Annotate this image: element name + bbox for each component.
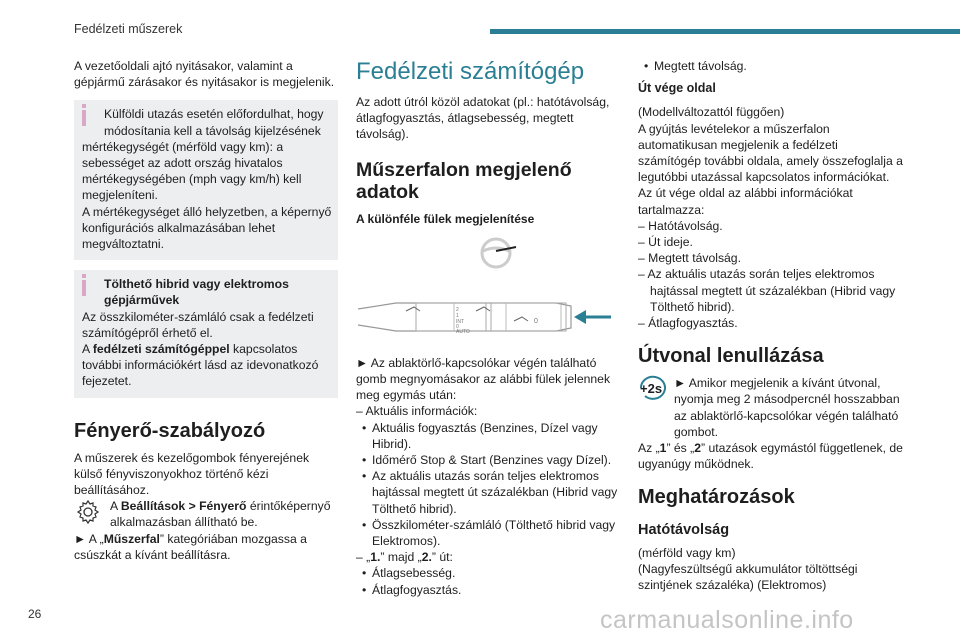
press-2s-label: +2s <box>640 381 663 397</box>
range-p1: (mérföld vagy km) <box>638 545 736 560</box>
note-hybrid-p1: Az összkilométer-számláló csak a fedélzeti számítógépről érhető el. <box>82 309 314 340</box>
list-item: – Átlagfogyasztás. <box>638 316 738 331</box>
press-2s-icon <box>638 375 668 399</box>
stalk-label: INT <box>456 318 465 325</box>
stalk-label: 1 <box>456 312 459 319</box>
text-bold-fragment: fedélzeti számítógéppel <box>92 342 230 357</box>
text-bold-fragment: Műszerfal <box>103 531 160 546</box>
page-number: 26 <box>28 607 42 621</box>
list-item: – Megtett távolság. <box>638 251 741 266</box>
list-item: • Időmérő Stop & Start (Benzines vagy Dízel). <box>356 452 621 468</box>
gear-icon <box>74 498 104 522</box>
trip-end-list <box>638 218 903 331</box>
info-icon <box>82 280 86 296</box>
brightness-instruction <box>74 531 338 563</box>
list-item: • Átlagsebesség. <box>356 565 621 581</box>
text-fragment: A <box>82 342 93 357</box>
trip-computer-intro: Az adott útról közöl adatokat (pl.: hatótávolság, átlagfogyasztás, átlagsebesség, megtett távolság). <box>356 95 610 142</box>
current-info-list <box>356 420 621 550</box>
stalk-label: 0 <box>456 323 459 330</box>
column-3 <box>638 58 903 593</box>
range-heading: Hatótávolság <box>638 522 730 539</box>
text-bold-fragment: 2. <box>421 550 432 565</box>
list-item: – Út ideje. <box>638 235 693 250</box>
brightness-heading: Fényerő-szabályozó <box>74 419 266 442</box>
current-info-dash: – Aktuális információk: <box>356 404 478 419</box>
watermark: carmanualsonline.info <box>600 606 854 634</box>
reset-heading: Útvonal lenullázása <box>638 345 824 368</box>
trip-end-p3: Az út vége oldal az alábbi információkat tartalmazza: <box>638 186 853 217</box>
text-fragment: ” majd „ <box>380 550 422 565</box>
text-bold-fragment: 2 <box>694 441 701 456</box>
reset-row <box>638 375 903 440</box>
list-item: • Aktuális fogyasztás (Benzines, Dízel vagy Hibrid). <box>356 420 621 452</box>
stalk-label: 0 <box>534 317 538 325</box>
text-fragment: – „ <box>356 550 371 565</box>
brightness-settings-text <box>110 498 338 530</box>
wiper-stalk-drawing <box>356 233 621 351</box>
info-note-hybrid <box>74 270 338 397</box>
tabs-heading: A különféle fülek megjelenítése <box>356 211 535 226</box>
list-item: • Az aktuális utazás során teljes elektromos hajtással megtett út százalékban (Hibrid vagy Tölthető hibrid). <box>356 468 621 517</box>
header-section-title: Fedélzeti műszerek <box>74 22 183 36</box>
intro-paragraph: A vezetőoldali ajtó nyitásakor, valamint a gépjármű zárásakor és nyitásakor is megjelenik. <box>74 59 335 90</box>
note-rest: mértékegységét (mérföld vagy km): a sebességet az adott ország hivatalos mértékegységében (mph vagy km/h) kell megjeleníteni. <box>82 139 302 203</box>
note-line-2: módosítania kell a távolság kijelzésének <box>104 123 321 138</box>
range-p2: (Nagyfeszültségű akkumulátor töltöttségi szintjének százaléka) (Elektromos) <box>638 561 858 593</box>
trip-end-heading: Út vége oldal <box>638 81 716 96</box>
reset-p2 <box>638 440 903 472</box>
trip-end-p1: (Modellváltozattól függően) <box>638 105 785 120</box>
list-item: – Hatótávolság. <box>638 218 723 233</box>
note-hybrid-title: Tölthető hibrid vagy elektromos gépjárművek <box>104 277 289 308</box>
brightness-paragraph: A műszerek és kezelőgombok fényerejének külső fényviszonyokhoz történő kézi beállításához. <box>74 450 310 498</box>
trip-computer-heading: Fedélzeti számítógép <box>356 58 585 85</box>
info-icon <box>82 110 86 126</box>
brightness-settings-row <box>74 498 338 530</box>
column-2 <box>356 58 621 598</box>
text-fragment: kapcsolatos további információkért lásd az idevonatkozó fejezetet. <box>82 342 319 389</box>
reset-p1: ► Amikor megjelenik a kívánt útvonal, nyomja meg 2 másodpercnél hosszabban az ablaktörlő-kapcsolókar végén található gombot. <box>674 376 900 439</box>
text-fragment: A <box>110 499 121 514</box>
list-item: • Átlagfogyasztás. <box>356 582 621 598</box>
list-item: • Összkilométer-számláló (Tölthető hibrid vagy Elektromos). <box>356 517 621 549</box>
text-fragment: érintőképernyő alkalmazásban állítható be. <box>110 499 331 530</box>
note-line-1: Külföldi utazás esetén előfordulhat, hogy <box>104 107 324 122</box>
info-note-units <box>74 100 338 260</box>
definitions-heading: Meghatározások <box>638 486 795 509</box>
header-accent-bar <box>490 29 960 34</box>
text-fragment: Az „ <box>638 441 660 456</box>
list-item: – Az aktuális utazás során teljes elektromos hajtással megtett út százalékban (Hibrid vagy Tölthető hibrid). <box>638 267 896 314</box>
stalk-label: 2 <box>456 306 459 313</box>
wiper-stalk-illustration <box>356 233 621 351</box>
text-fragment: ” utazások egymástól függetlenek, de ugyanúgy működnek. <box>638 441 903 472</box>
trip-end-p2: A gyújtás levételekor a műszerfalon automatikusan megjelenik a fedélzeti számítógép további oldala, amely összefoglalja a legutóbbi utazással kapcsolatos információkat. <box>638 121 903 185</box>
text-fragment: ► A „ <box>74 531 104 546</box>
instrument-data-heading: Műszerfalon megjelenő adatok <box>356 158 572 203</box>
text-fragment: ” út: <box>431 550 453 565</box>
trip-list <box>356 565 621 597</box>
note-rest-2: A mértékegységet álló helyzetben, a képernyő konfigurációs alkalmazásában lehet megváltoztatni. <box>82 204 332 252</box>
text-bold-fragment: 1. <box>370 550 381 565</box>
column-1 <box>74 58 338 563</box>
trip-dash <box>356 549 621 565</box>
text-bold-fragment: 1 <box>659 441 667 456</box>
text-bold-fragment: Beállítások > Fényerő <box>120 499 247 514</box>
text-fragment: ” kategóriában mozgassa a csúszkát a kívánt beállításra. <box>74 531 307 562</box>
stalk-body <box>358 303 571 335</box>
button-arrow-icon <box>574 310 611 324</box>
text-fragment: ” és „ <box>666 441 695 456</box>
tabs-instruction: ► Az ablaktörlő-kapcsolókar végén található gomb megnyomásakor az alábbi fülek jelennek meg egymás után: <box>356 355 611 403</box>
list-item: • Megtett távolság. <box>638 58 903 74</box>
stalk-label: AUTO <box>456 328 470 335</box>
steering-wheel-icon <box>482 239 516 267</box>
note-hybrid-p2 <box>82 341 332 390</box>
